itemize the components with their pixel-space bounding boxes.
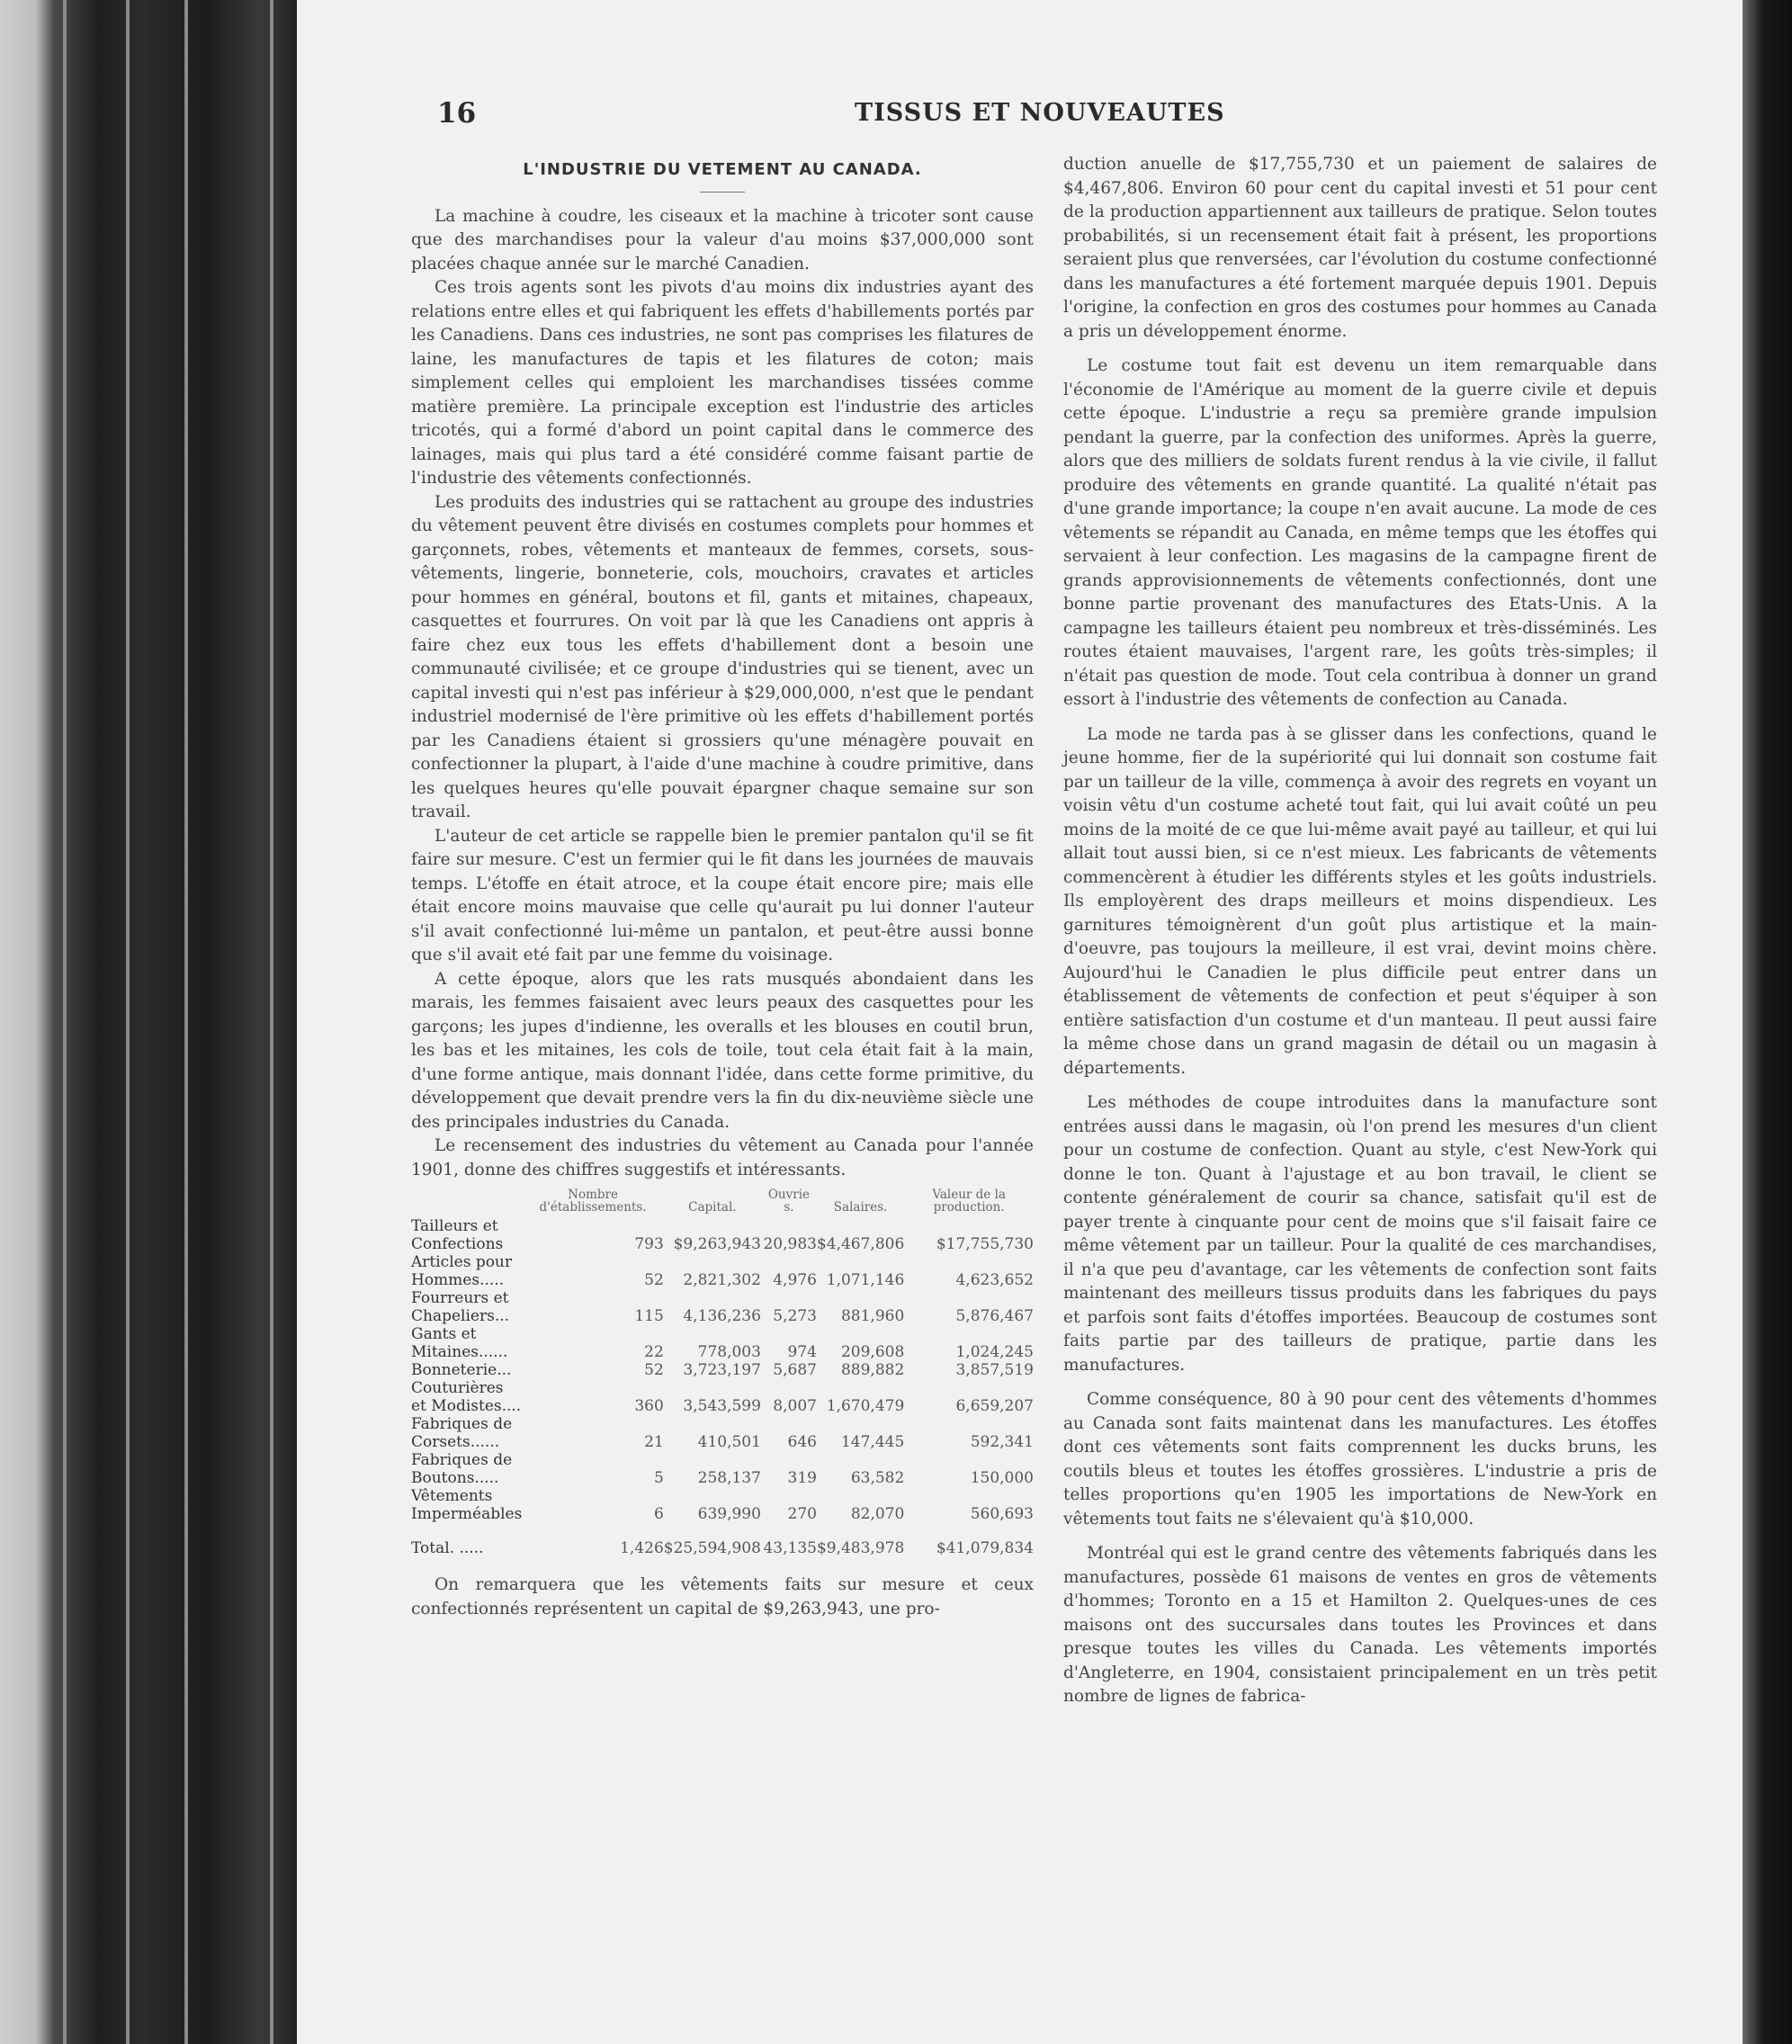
cell-workers: 20,983 bbox=[763, 1235, 817, 1253]
paragraph: Comme conséquence, 80 à 90 pour cent des vêtements d'hommes au Canada sont faits maintenat dans les manufactures. Les étoffes dont ces vêtements sont faits comprennent les ducks bruns, les coutils bleus et toutes les étoffes grossières. L'industrie a pris de telles proportions qu'en 1905 les importations de New-York en vêtements tout faits ne s'élevaient qu'à $10,000. bbox=[1063, 1390, 1657, 1529]
cell-capital: 4,136,236 bbox=[683, 1307, 761, 1325]
cell-workers: 8,007 bbox=[773, 1397, 817, 1415]
cell-wages: $4,467,806 bbox=[816, 1235, 905, 1253]
paragraph: La machine à coudre, les ciseaux et la machine à tricoter sont cause que des marchandises pour la valeur d'au moins $37,000,000 sont placées chaque année sur le marché Canadien. bbox=[411, 206, 1034, 273]
cell-production: 560,693 bbox=[970, 1505, 1034, 1523]
book-edge-right bbox=[1743, 0, 1792, 2044]
cell-wages: 147,445 bbox=[840, 1433, 905, 1451]
table-total-row bbox=[411, 1523, 1034, 1557]
cell-capital: 3,543,599 bbox=[683, 1397, 761, 1415]
cell-capital: 639,990 bbox=[697, 1505, 761, 1523]
cell-workers: 5,273 bbox=[773, 1307, 817, 1325]
page-number: 16 bbox=[437, 97, 477, 130]
cell-production: 4,623,652 bbox=[955, 1271, 1034, 1289]
cell-production: $17,755,730 bbox=[936, 1235, 1034, 1253]
paragraph: A cette époque, alors que les rats musqués abondaient dans les marais, les femmes faisaient avec leurs peaux des casquettes pour les garçons; les jupes d'indienne, les overalls et les blouses en coutil brun, les bas et les mitaines, les cols de toile, tout cela était fait à la main, d'une forme antique, mais donnant l'idée, dans cette forme primitive, du développement que devait prendre vers la fin du dix-neuvième siècle une des principales industries du Canada. bbox=[411, 969, 1034, 1132]
cell-wages: 209,608 bbox=[840, 1343, 905, 1361]
page-leaf bbox=[270, 0, 273, 2044]
cell-production: 592,341 bbox=[970, 1433, 1034, 1451]
cell-establishments: 21 bbox=[644, 1433, 664, 1451]
row-label: Fourreurs et Chapeliers... bbox=[411, 1289, 510, 1325]
left-column bbox=[411, 153, 1034, 1621]
paragraph: Les produits des industries qui se rattachent au groupe des industries du vêtement peuvent être divisés en costumes complets pour hommes et garçonnets, robes, vêtements et manteaux de femmes, corsets, sous-vêtements, lingerie, bonneterie, cols, mouchoirs, cravates et articles pour hommes en général, boutons et fil, gants et mitaines, chapeaux, casquettes et fourrures. On voit par là que les Canadiens ont appris à faire chez eux tous les effets d'habillement dont a besoin une communauté civilisée; et ce groupe d'industries qui se tienent, avec un capital investi qui n'est pas inférieur à $29,000,000, n'est que le pendant industriel modernisé de l'ère primitive où les effets d'habillement portés par les Canadiens étaient si grossiers qu'une ménagère pouvait en confectionner la plupart, à l'aide d'une machine à coudre primitive, dans les quelques heures qu'elle pouvait épargner chaque semaine sur son travail. bbox=[411, 492, 1034, 821]
table-header: Ouvrie s. bbox=[767, 1188, 811, 1215]
table-row bbox=[411, 1415, 1034, 1451]
cell-establishments: 793 bbox=[634, 1235, 664, 1253]
cell-production: 6,659,207 bbox=[955, 1397, 1034, 1415]
table-row bbox=[411, 1253, 1034, 1289]
row-label: Fabriques de Corsets...... bbox=[411, 1415, 513, 1451]
title-rule bbox=[700, 192, 745, 193]
table-header: Capital. bbox=[688, 1200, 737, 1215]
page-leaf bbox=[126, 0, 130, 2044]
cell-capital: 2,821,302 bbox=[683, 1271, 761, 1289]
cell-workers: 974 bbox=[787, 1343, 817, 1361]
cell-establishments: 115 bbox=[634, 1307, 664, 1325]
cell-capital: 258,137 bbox=[697, 1469, 761, 1487]
cell-establishments: 6 bbox=[653, 1505, 664, 1523]
table-row bbox=[411, 1217, 1034, 1253]
row-label: Bonneterie... bbox=[411, 1361, 512, 1379]
table-row bbox=[411, 1487, 1034, 1523]
table-header-row bbox=[411, 1188, 1034, 1217]
running-title: TISSUS ET NOUVEAUTES bbox=[855, 99, 1225, 127]
paragraph: L'auteur de cet article se rappelle bien le premier pantalon qu'il se fit faire sur mesure. C'est un fermier qui le fit dans les journées de mauvais temps. L'étoffe en était atroce, et la coupe était encore pire; mais elle était encore moins mauvaise que celle qu'aurait pu lui donner l'auteur s'il avait confectionné lui-même un pantalon, et peut-être aussi bonne que s'il avait eté fait par une femme du voisinage. bbox=[411, 826, 1034, 964]
paragraph: Ces trois agents sont les pivots d'au moins dix industries ayant des relations entre elles et qui fabriquent les effets d'habillements portés par les Canadiens. Dans ces industries, ne sont pas comprises les filatures de laine, les manufactures de tapis et les filatures de coton; mais simplement celles qui emploient les marchandises tissées comme matière première. La principale exception est l'industrie des articles tricotés, qui a formé d'abord un point capital dans le commerce des lainages, mais qui plus tard a été considéré comme faisant partie de l'industrie des vêtements confectionnés. bbox=[411, 278, 1034, 488]
cell-workers: 5,687 bbox=[773, 1361, 817, 1379]
cell-capital: $9,263,943 bbox=[673, 1235, 761, 1253]
cell-wages: 1,670,479 bbox=[826, 1397, 905, 1415]
table-header bbox=[411, 1188, 522, 1217]
cell-production: 5,876,467 bbox=[955, 1307, 1034, 1325]
right-column bbox=[1063, 153, 1657, 1720]
cell-production: 3,857,519 bbox=[955, 1361, 1034, 1379]
cell-wages: 63,582 bbox=[850, 1469, 905, 1487]
table-row bbox=[411, 1361, 1034, 1379]
cell-workers: 4,976 bbox=[773, 1271, 817, 1289]
cell-wages: 881,960 bbox=[840, 1307, 905, 1325]
cell-workers: 646 bbox=[787, 1433, 817, 1451]
census-table bbox=[411, 1188, 1034, 1557]
cell-establishments: 22 bbox=[644, 1343, 664, 1361]
row-label: Couturières et Modistes.... bbox=[411, 1379, 522, 1415]
page-leaf bbox=[184, 0, 188, 2044]
total-workers: 43,135 bbox=[763, 1539, 817, 1557]
total-capital: $25,594,908 bbox=[663, 1539, 761, 1557]
paragraph: duction anuelle de $17,755,730 et un paiement de salaires de $4,467,806. Environ 60 pour cent du capital investi et 51 pour cent de la production appartiennent aux tailleurs de pratique. Selon toutes probabilités, si un recensement était fait à présent, les proportions seraient plus que renversées, car l'évolution du costume confectionné dans les manufactures a été fortement marquée depuis 1901. Depuis l'origine, la confection en gros des costumes pour hommes au Canada a pris un développement énorme. bbox=[1063, 155, 1657, 341]
cell-production: 150,000 bbox=[970, 1469, 1034, 1487]
paragraph: Le recensement des industries du vêtement au Canada pour l'année 1901, donne des chiffres suggestifs et intéressants. bbox=[411, 1136, 1034, 1179]
table-row bbox=[411, 1379, 1034, 1415]
row-label: Articles pour Hommes..... bbox=[411, 1253, 513, 1289]
total-label: Total. ..... bbox=[411, 1539, 484, 1557]
cell-wages: 82,070 bbox=[850, 1505, 905, 1523]
row-label: Vêtements Imperméables bbox=[411, 1487, 523, 1523]
page-leaf bbox=[63, 0, 67, 2044]
row-label: Fabriques de Boutons..... bbox=[411, 1451, 513, 1487]
table-header: Nombre d'établissements. bbox=[539, 1188, 647, 1215]
cell-establishments: 52 bbox=[644, 1361, 664, 1379]
paragraph: On remarquera que les vêtements faits sur mesure et ceux confectionnés représentent un capital de $9,263,943, une pro- bbox=[411, 1575, 1034, 1618]
paragraph: La mode ne tarda pas à se glisser dans les confections, quand le jeune homme, fier de la supériorité qui lui donnait son costume fait par un tailleur de la ville, commença à avoir des regrets en voyant un voisin vêtu d'un costume acheté tout fait, qui lui avait coûté un peu moins de la moité de ce que lui-même avait payé au tailleur, et qui lui allait tout aussi bien, si ce n'est mieux. Les fabricants de vêtements commencèrent à étudier les différents styles et les goûts industriels. Ils employèrent des draps meilleurs et moins dispendieux. Les garnitures témoignèrent d'un goût plus artistique et la main-d'oeuvre, pas toujours la meilleure, il est vrai, devint moins chère. Aujourd'hui le Canadien le plus difficile peut entrer dans un établissement de vêtements de confection et peut s'équiper à son entière satisfaction d'un costume et d'un manteau. Il peut aussi faire la même chose dans un grand magasin de détail ou un magasin à départements. bbox=[1063, 724, 1657, 1078]
cell-wages: 889,882 bbox=[840, 1361, 905, 1379]
table-row bbox=[411, 1325, 1034, 1361]
paragraph: Montréal qui est le grand centre des vêtements fabriqués dans les manufactures, possède 61 maisons de ventes en gros de vêtements d'hommes; Toronto en a 15 et Hamilton 2. Quelques-unes de ces maisons ont des succursales dans toutes les Provinces et dans presque toutes les villes du Canada. Les vêtements importés d'Angleterre, en 1904, consistaient principalement en un très petit nombre de lignes de fabrica- bbox=[1063, 1544, 1657, 1706]
row-label: Tailleurs et Confections bbox=[411, 1217, 504, 1253]
document-page bbox=[297, 0, 1743, 2044]
paragraph: Le costume tout fait est devenu un item remarquable dans l'économie de l'Amérique au moment de la guerre civile et depuis cette époque. L'industrie a reçu sa première grande impulsion pendant la guerre, par la confection des uniformes. Après la guerre, alors que des milliers de soldats furent rendus à la vie civile, il fallut produire des vêtements en grande quantité. La qualité n'était pas d'une grande importance; la coupe n'en avait aucune. La mode de ces vêtements se répandit au Canada, en même temps que les étoffes qui servaient à leur confection. Les magasins de la campagne firent de grands approvisionnements de vêtements confectionnés, dont une bonne partie provenant des manufactures des Etats-Unis. A la campagne les tailleurs étaient peu nombreux et très-disséminés. Les routes étaient mauvaises, l'argent rare, les goûts très-simples; il n'était pas question de mode. Tout cela contribua à donner un grand essort à l'industrie des vêtements de confection au Canada. bbox=[1063, 356, 1657, 709]
cell-establishments: 360 bbox=[634, 1397, 664, 1415]
table-row bbox=[411, 1451, 1034, 1487]
table-header: Valeur de la production. bbox=[932, 1188, 1006, 1215]
cell-workers: 319 bbox=[787, 1469, 817, 1487]
cell-capital: 410,501 bbox=[697, 1433, 761, 1451]
row-label: Gants et Mitaines...... bbox=[411, 1325, 508, 1361]
total-establishments: 1,426 bbox=[620, 1539, 664, 1557]
cell-capital: 3,723,197 bbox=[683, 1361, 761, 1379]
article-title: L'INDUSTRIE DU VETEMENT AU CANADA. bbox=[523, 160, 922, 179]
table-row bbox=[411, 1289, 1034, 1325]
total-wages: $9,483,978 bbox=[816, 1539, 905, 1557]
cell-establishments: 5 bbox=[653, 1469, 664, 1487]
table-header: Salaires. bbox=[833, 1200, 888, 1215]
total-production: $41,079,834 bbox=[936, 1539, 1034, 1557]
cell-workers: 270 bbox=[787, 1505, 817, 1523]
paragraph: Les méthodes de coupe introduites dans la manufacture sont entrées aussi dans le magasin, où l'on prend les mesures d'un client pour un costume de confection. Quant au style, c'est New-York qui donne le ton. Quant à l'ajustage et au bon travail, le client se contente généralement de courir sa chance, satisfait qu'il est de payer trente à cinquante pour cent de moins que s'il faisait faire ce même vêtement par un tailleur. Pour la qualité de ces marchandises, il n'a que peu d'avantage, car les vêtements de confection sont faits maintenant des meilleurs tissus produits dans les fabriques du pays et parfois sont faits d'étoffes importées. Beaucoup de costumes sont faits partie par des tailleurs de pratique, partie dans les manufactures. bbox=[1063, 1093, 1657, 1375]
cell-establishments: 52 bbox=[644, 1271, 664, 1289]
cell-wages: 1,071,146 bbox=[826, 1271, 905, 1289]
cell-capital: 778,003 bbox=[697, 1343, 761, 1361]
book-edge-left bbox=[0, 0, 297, 2044]
cell-production: 1,024,245 bbox=[955, 1343, 1034, 1361]
